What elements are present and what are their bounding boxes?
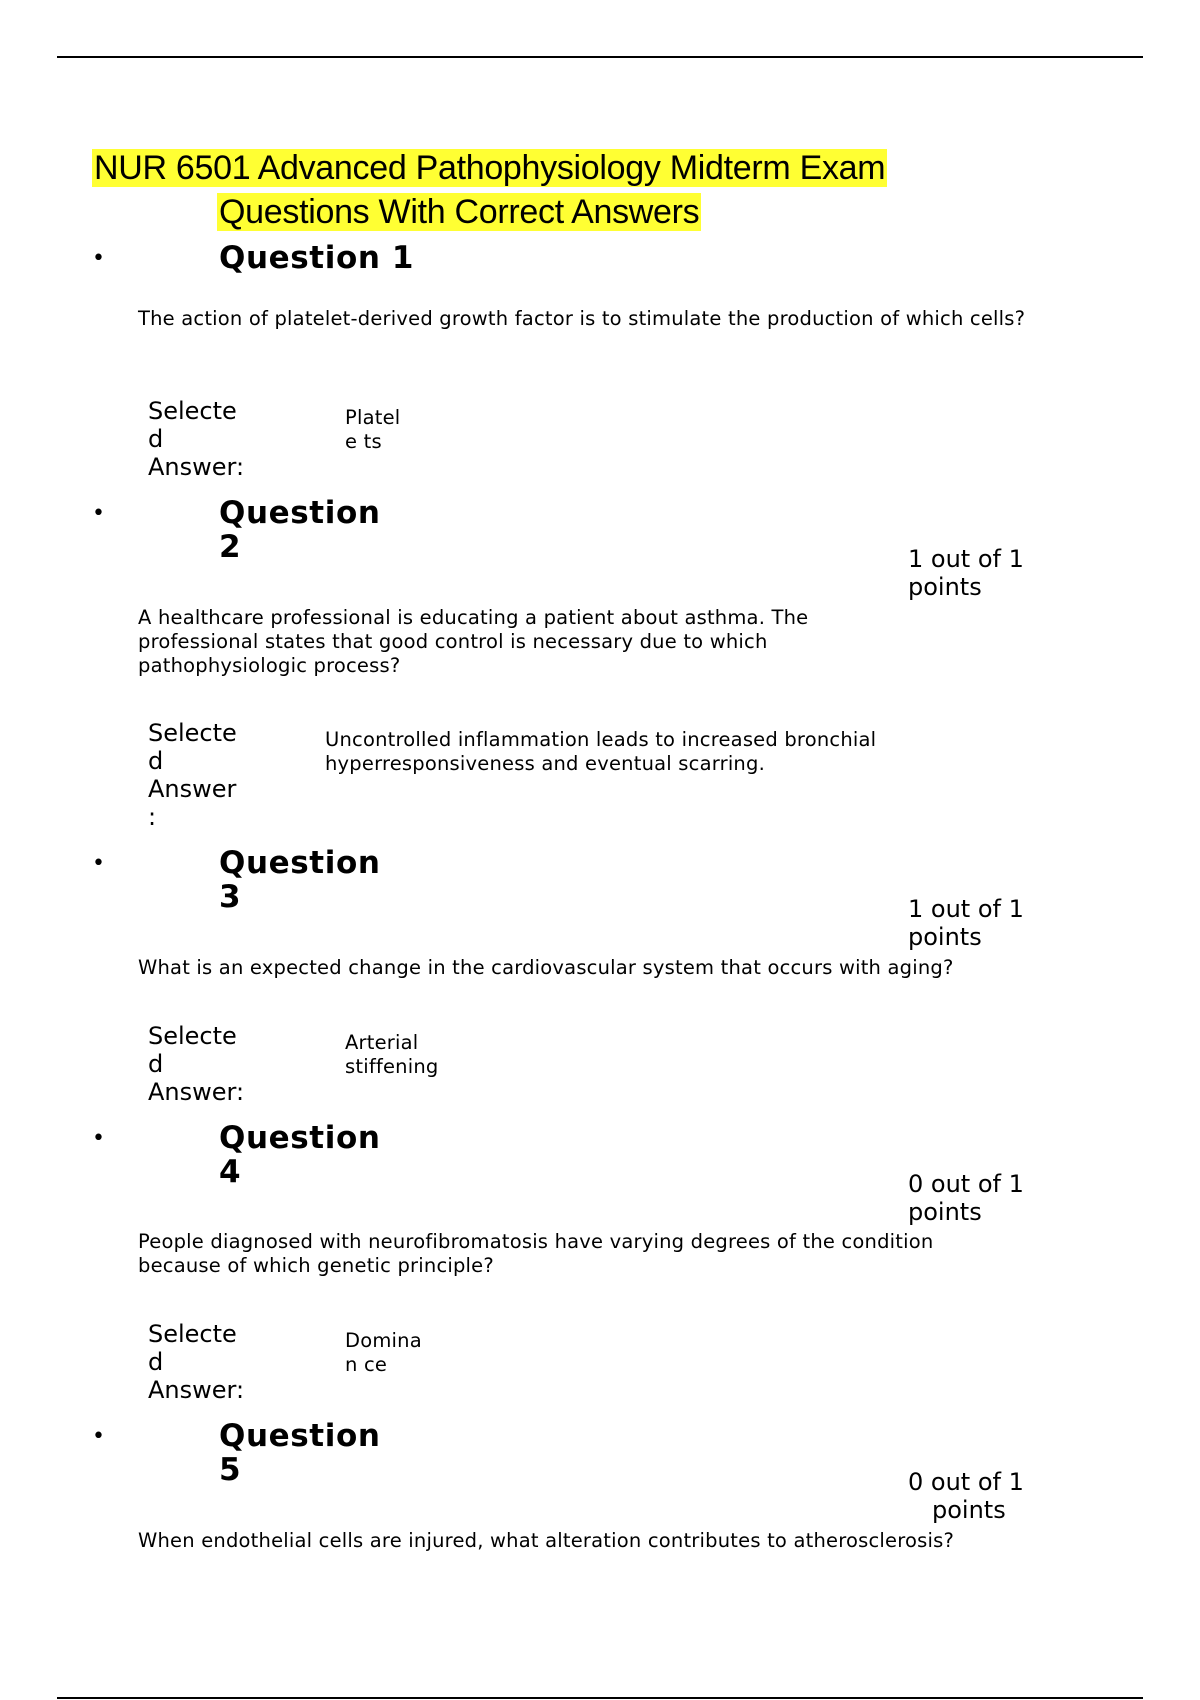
question-1-heading: Question 1: [219, 240, 415, 276]
bullet-q1: •: [92, 246, 105, 271]
q4-selected-answer-label: Selecte d Answer:: [148, 1320, 245, 1404]
question-4-points: 0 out of 1 points: [908, 1170, 1024, 1226]
bullet-q4: •: [92, 1126, 105, 1151]
title-line-1: NUR 6501 Advanced Pathophysiology Midterm Exam: [94, 149, 886, 187]
question-2-points: 1 out of 1 points: [908, 545, 1024, 601]
bullet-q5: •: [92, 1424, 105, 1449]
q2-selected-answer-label: Selecte d Answer :: [148, 719, 237, 831]
question-3-heading: Question 3: [219, 845, 381, 915]
question-2-heading: Question 2: [219, 495, 381, 565]
top-rule: [57, 56, 1143, 58]
question-4-text: People diagnosed with neurofibromatosis have varying degrees of the condition because of which genetic principle?: [138, 1230, 934, 1277]
q1-selected-answer-label: Selecte d Answer:: [148, 397, 245, 481]
bullet-q3: •: [92, 851, 105, 876]
q4-selected-answer: Domina n ce: [345, 1329, 422, 1376]
bullet-q2: •: [92, 501, 105, 526]
question-5-text: When endothelial cells are injured, what alteration contributes to atherosclerosis?: [138, 1529, 955, 1552]
q3-selected-answer-label: Selecte d Answer:: [148, 1022, 245, 1106]
question-1-text: The action of platelet-derived growth factor is to stimulate the production of which cells?: [138, 307, 1026, 330]
question-2-text: A healthcare professional is educating a patient about asthma. The professional states that good control is necessary due to which pathophysiologic process?: [138, 606, 809, 677]
question-3-text: What is an expected change in the cardiovascular system that occurs with aging?: [138, 956, 954, 979]
document-title: [92, 146, 972, 234]
q1-selected-answer: Platel e ts: [345, 406, 401, 453]
question-4-heading: Question 4: [219, 1120, 381, 1190]
title-line-2: Questions With Correct Answers: [219, 193, 700, 231]
bottom-rule: [57, 1697, 1143, 1699]
question-5-heading: Question 5: [219, 1418, 381, 1488]
question-5-points: 0 out of 1 points: [908, 1468, 1024, 1524]
q3-selected-answer: Arterial stiffening: [345, 1031, 439, 1078]
q2-selected-answer: Uncontrolled inflammation leads to increased bronchial hyperresponsiveness and eventual scarring.: [325, 728, 877, 775]
question-3-points: 1 out of 1 points: [908, 895, 1024, 951]
